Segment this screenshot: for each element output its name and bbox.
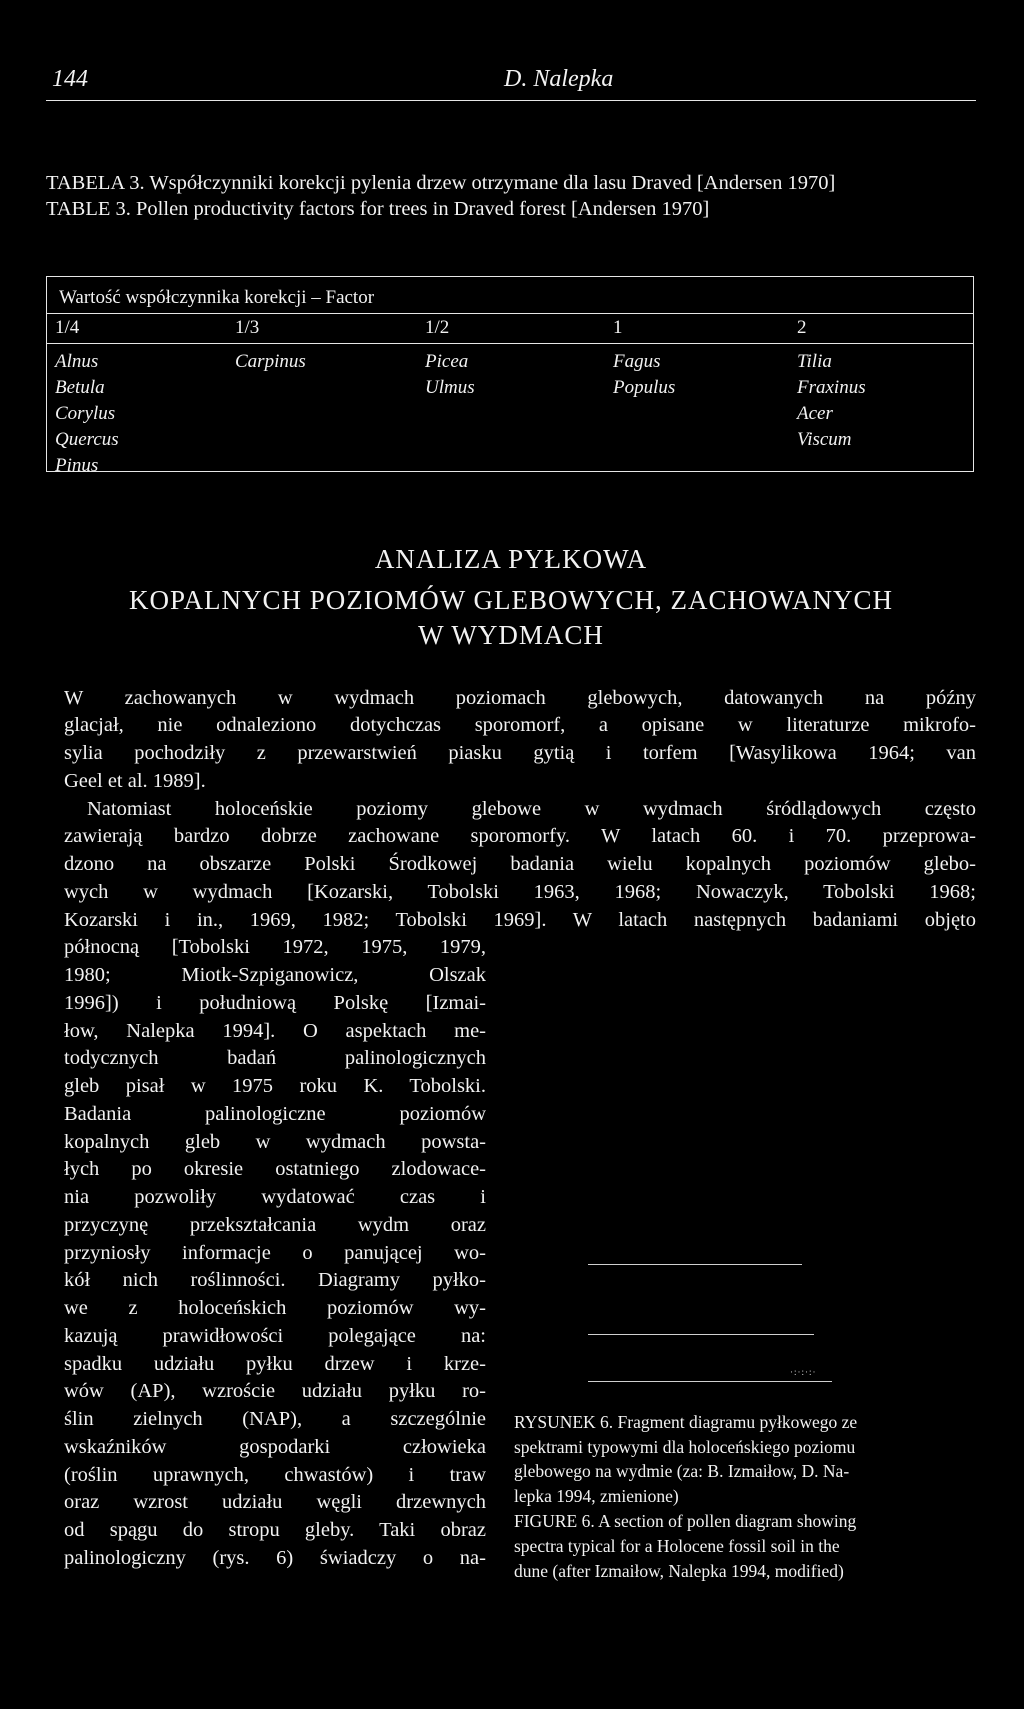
body-line: ślin zielnych (NAP), a szczególnie <box>64 1408 486 1430</box>
taxon: Tilia <box>797 351 832 372</box>
taxon: Pinus <box>55 455 99 476</box>
body-line: Geel et al. 1989]. <box>64 770 206 792</box>
body-line: wskaźników gospodarki człowieka <box>64 1436 486 1458</box>
taxon: Populus <box>613 377 676 398</box>
body-line: spadku udziału pyłku drzew i krze- <box>64 1353 486 1375</box>
figure-caption-line: glebowego na wydmie (za: B. Izmaiłow, D. Na- <box>514 1461 850 1481</box>
pollen-diagram-stipple: ·:·:·:· <box>790 1367 817 1377</box>
body-line: kół nich roślinności. Diagramy pyłko- <box>64 1269 486 1291</box>
body-line: łych po okresie ostatniego zlodowace- <box>64 1158 486 1180</box>
figure-caption-line: RYSUNEK 6. Fragment diagramu pyłkowego ze <box>514 1412 858 1432</box>
running-header <box>46 64 976 101</box>
taxa-column-2 <box>235 349 306 375</box>
taxon: Picea <box>425 351 469 372</box>
pollen-diagram-line <box>588 1381 832 1382</box>
taxon: Betula <box>55 377 105 398</box>
body-line: Kozarski i in., 1969, 1982; Tobolski 1969]. W latach następnych badaniami objęto <box>64 909 976 931</box>
figure-caption-line: spectra typical for a Holocene fossil soil in the <box>514 1536 840 1556</box>
body-line: kopalnych gleb w wydmach powsta- <box>64 1131 486 1153</box>
pollen-diagram-line <box>588 1334 814 1335</box>
taxon: Carpinus <box>235 351 306 372</box>
table-header: Wartość współczynnika korekcji – Factor <box>59 287 375 308</box>
factor-header-4: 1 <box>613 317 623 338</box>
pollen-diagram-line <box>588 1264 802 1265</box>
body-line: północną [Tobolski 1972, 1975, 1979, <box>64 936 486 958</box>
body-line: 1980; Miotk-Szpiganowicz, Olszak <box>64 964 486 986</box>
taxon: Viscum <box>797 429 852 450</box>
table-rule <box>47 313 973 314</box>
body-line: dzono na obszarze Polski Środkowej badania wielu kopalnych poziomów glebo- <box>64 853 976 875</box>
taxon: Fagus <box>613 351 661 372</box>
factor-header-2: 1/3 <box>235 317 260 338</box>
body-line: sylia pochodziły z przewarstwień piasku gytią i torfem [Wasylikowa 1964; van <box>64 742 976 764</box>
taxon: Quercus <box>55 429 119 450</box>
body-line: Badania palinologiczne poziomów <box>64 1103 486 1125</box>
taxa-column-3 <box>425 349 475 401</box>
table-rule <box>47 343 973 344</box>
body-line: wów (AP), wzroście udziału pyłku ro- <box>64 1380 486 1402</box>
correction-factor-table <box>46 276 974 476</box>
taxa-column-1 <box>55 349 119 479</box>
section-title-line: ANALIZA PYŁKOWA <box>374 544 648 574</box>
body-line: oraz wzrost udziału węgli drzewnych <box>64 1491 486 1513</box>
body-line: W zachowanych w wydmach poziomach glebowych, datowanych na późny <box>64 687 976 709</box>
body-line: przyczynę przekształcania wydm oraz <box>64 1214 486 1236</box>
figure-caption-line: FIGURE 6. A section of pollen diagram showing <box>514 1511 857 1531</box>
figure-caption-line: spektrami typowymi dla holoceńskiego poziomu <box>514 1437 856 1457</box>
body-line: palinologiczny (rys. 6) świadczy o na- <box>64 1547 486 1569</box>
taxon: Acer <box>797 403 833 424</box>
body-line: Natomiast holoceńskie poziomy glebowe w wydmach śródlądowych często <box>87 798 976 820</box>
body-line: gleb pisał w 1975 roku K. Tobolski. <box>64 1075 486 1097</box>
body-line: kazują prawidłowości polegające na: <box>64 1325 486 1347</box>
body-line: łow, Nalepka 1994]. O aspektach me- <box>64 1020 486 1042</box>
body-line: glacjał, nie odnaleziono dotychczas sporomorf, a opisane w literaturze mikrofo- <box>64 714 976 736</box>
body-line: we z holoceńskich poziomów wy- <box>64 1297 486 1319</box>
body-line: od spągu do stropu gleby. Taki obraz <box>64 1519 486 1541</box>
section-title-line: W WYDMACH <box>418 620 604 650</box>
section-title-line: KOPALNYCH POZIOMÓW GLEBOWYCH, ZACHOWANYCH <box>128 585 893 615</box>
running-author: D. Nalepka <box>504 66 614 92</box>
table-caption-pl: TABELA 3. Współczynniki korekcji pylenia drzew otrzymane dla lasu Draved [Andersen 1970] <box>46 172 836 194</box>
table-caption-en: TABLE 3. Pollen productivity factors for trees in Draved forest [Andersen 1970] <box>46 198 710 220</box>
body-line: zawierają bardzo dobrze zachowane sporomorfy. W latach 60. i 70. przeprowa- <box>64 825 976 847</box>
factor-header-5: 2 <box>797 317 807 338</box>
body-line: (roślin uprawnych, chwastów) i traw <box>64 1464 486 1486</box>
body-line: todycznych badań palinologicznych <box>64 1047 486 1069</box>
body-line: nia pozwoliły wydatować czas i <box>64 1186 486 1208</box>
table-caption <box>46 170 835 222</box>
body-line: przyniosły informacje o panującej wo- <box>64 1242 486 1264</box>
factor-header-3: 1/2 <box>425 317 450 338</box>
body-line: wych w wydmach [Kozarski, Tobolski 1963, 1968; Nowaczyk, Tobolski 1968; <box>64 881 976 903</box>
taxa-column-5 <box>797 349 866 453</box>
page-number: 144 <box>52 66 88 92</box>
factor-header-1: 1/4 <box>55 317 80 338</box>
taxa-column-4 <box>613 349 675 401</box>
taxon: Fraxinus <box>797 377 866 398</box>
taxon: Corylus <box>55 403 116 424</box>
taxon: Ulmus <box>425 377 475 398</box>
figure-caption-line: lepka 1994, zmienione) <box>514 1486 679 1506</box>
taxon: Alnus <box>55 351 99 372</box>
body-line: 1996]) i południową Polskę [Izmai- <box>64 992 486 1014</box>
figure-caption-line: dune (after Izmaiłow, Nalepka 1994, modified) <box>514 1561 844 1581</box>
